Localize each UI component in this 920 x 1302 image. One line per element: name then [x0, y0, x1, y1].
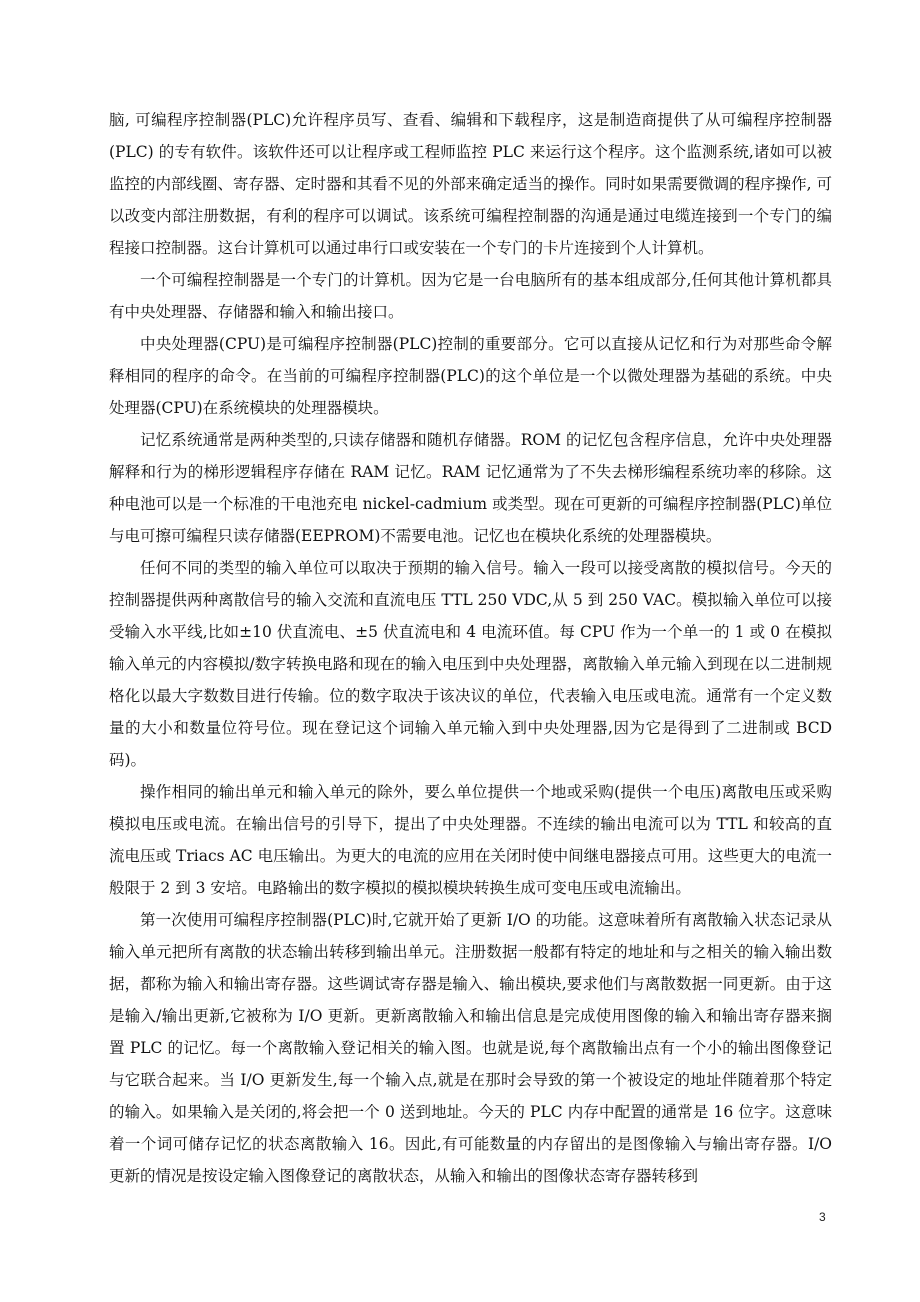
paragraph-5: 任何不同的类型的输入单位可以取决于预期的输入信号。输入一段可以接受离散的模拟信号。今天的控制器提供两种离散信号的输入交流和直流电压 TTL 250 VDC,从 5 到 250 VAC。模拟输入单位可以接受输入水平线,比如±10 伏直流电、±5 伏直流电和 4 电流环值。每 CPU 作为一个单一的 1 或 0 在模拟输入单元的内容模拟/数字转换电路和现在的输入电压到中央处理器，离散输入单元输入到现在以二进制规格化以最大字数数目进行传输。位的数字取决于该决议的单位，代表输入电压或电流。通常有一个定义数量的大小和数量位符号位。现在登记这个词输入单元输入到中央处理器,因为它是得到了二进制或 BCD 码)。: [109, 559, 832, 769]
paragraph-3: 中央处理器(CPU)是可编程序控制器(PLC)控制的重要部分。它可以直接从记忆和行为对那些命令解释相同的程序的命令。在当前的可编程序控制器(PLC)的这个单位是一个以微处理器为基础的系统。中央处理器(CPU)在系统模块的处理器模块。: [109, 335, 832, 417]
page-number: 3: [819, 1210, 826, 1224]
paragraph-2: 一个可编程控制器是一个专门的计算机。因为它是一台电脑所有的基本组成部分,任何其他计算机都具有中央处理器、存储器和输入和输出接口。: [109, 271, 832, 321]
paragraph-6: 操作相同的输出单元和输入单元的除外，要么单位提供一个地或采购(提供一个电压)离散电压或采购模拟电压或电流。在输出信号的引导下，提出了中央处理器。不连续的输出电流可以为 TTL 和较高的直流电压或 Triacs AC 电压输出。为更大的电流的应用在关闭时使中间继电器接点可用。这些更大的电流一般限于 2 到 3 安培。电路输出的数字模拟的模拟模块转换生成可变电压或电流输出。: [109, 783, 832, 897]
paragraph-1: 脑, 可编程序控制器(PLC)允许程序员写、查看、编辑和下载程序，这是制造商提供了从可编程序控制器(PLC) 的专有软件。该软件还可以让程序或工程师监控 PLC 来运行这个程序。这个监测系统,诸如可以被监控的内部线圈、寄存器、定时器和其看不见的外部来确定适当的操作。同时如果需要微调的程序操作, 可以改变内部注册数据，有利的程序可以调试。该系统可编程控制器的沟通是通过电缆连接到一个专门的编程接口控制器。这台计算机可以通过串行口或安装在一个专门的卡片连接到个人计算机。: [109, 111, 832, 257]
paragraph-4: 记忆系统通常是两种类型的,只读存储器和随机存储器。ROM 的记忆包含程序信息，允许中央处理器解释和行为的梯形逻辑程序存储在 RAM 记忆。RAM 记忆通常为了不失去梯形编程系统功率的移除。这种电池可以是一个标准的干电池充电 nickel-cadmium 或类型。现在可更新的可编程序控制器(PLC)单位与电可擦可编程只读存储器(EEPROM)不需要电池。记忆也在模块化系统的处理器模块。: [109, 431, 832, 545]
body-text: [109, 104, 832, 1192]
paragraph-7: 第一次使用可编程序控制器(PLC)时,它就开始了更新 I/O 的功能。这意味着所有离散输入状态记录从输入单元把所有离散的状态输出转移到输出单元。注册数据一般都有特定的地址和与之相关的输入输出数据，都称为输入和输出寄存器。这些调试寄存器是输入、输出模块,要求他们与离散数据一同更新。由于这是输入/输出更新,它被称为 I/O 更新。更新离散输入和输出信息是完成使用图像的输入和输出寄存器来搁置 PLC 的记忆。每一个离散输入登记相关的输入图。也就是说,每个离散输出点有一个小的输出图像登记与它联合起来。当 I/O 更新发生,每一个输入点,就是在那时会导致的第一个被设定的地址伴随着那个特定的输入。如果输入是关闭的,将会把一个 0 送到地址。今天的 PLC 内存中配置的通常是 16 位字。这意味着一个词可储存记忆的状态离散输入 16。因此,有可能数量的内存留出的是图像输入与输出寄存器。I/O 更新的情况是按设定输入图像登记的离散状态，从输入和输出的图像状态寄存器转移到: [109, 911, 832, 1185]
